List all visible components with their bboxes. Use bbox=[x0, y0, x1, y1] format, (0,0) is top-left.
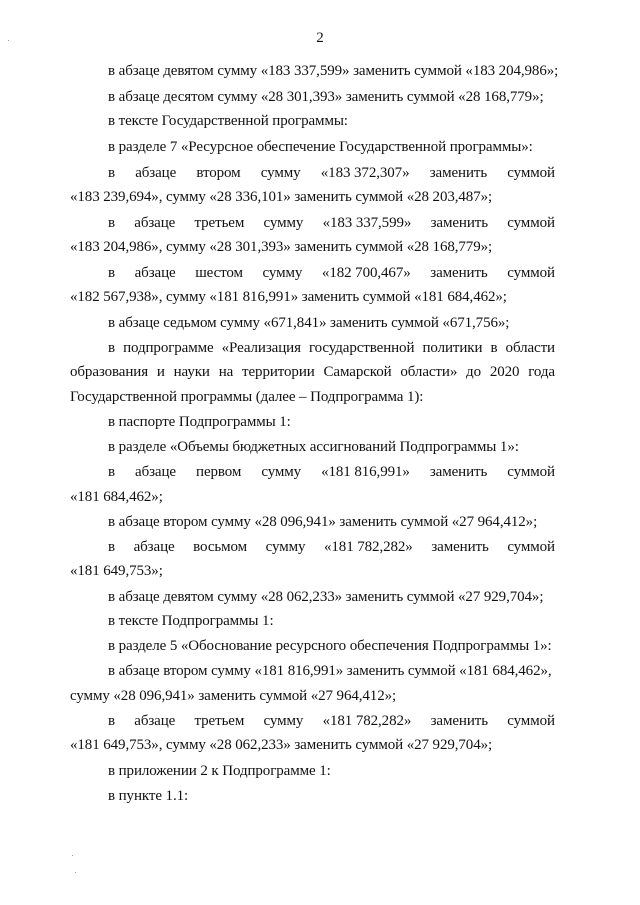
text-word: «181 782,282» bbox=[322, 713, 412, 729]
text-word: абзаце bbox=[135, 464, 176, 480]
text-word: области bbox=[505, 340, 555, 356]
text-line: «182 567,938», сумму «181 816,991» заменить суммой «181 684,462»; bbox=[70, 289, 507, 305]
text-line: в абзаце седьмом сумму «671,841» заменить суммой «671,756»; bbox=[108, 315, 510, 331]
text-word: заменить bbox=[430, 713, 488, 729]
text-word: на bbox=[218, 364, 234, 380]
text-word: шестом bbox=[195, 265, 243, 281]
text-word: заменить bbox=[431, 539, 489, 555]
text-word: восьмом bbox=[193, 539, 248, 555]
scan-speck bbox=[72, 855, 73, 856]
text-word: в bbox=[108, 340, 115, 356]
text-word: суммой bbox=[507, 165, 555, 181]
text-word: подпрограмме bbox=[123, 340, 214, 356]
text-line bbox=[108, 711, 555, 731]
text-word: до bbox=[466, 364, 481, 380]
text-line: в тексте Подпрограммы 1: bbox=[108, 613, 274, 629]
text-word: в bbox=[490, 340, 498, 356]
text-line: «183 239,694», сумму «28 336,101» заменить суммой «28 203,487»; bbox=[70, 189, 493, 205]
text-line: Государственной программы (далее – Подпрограмма 1): bbox=[70, 389, 424, 405]
text-word: абзаце bbox=[133, 539, 175, 555]
text-word: абзаце bbox=[134, 265, 176, 281]
text-word: «182 700,467» bbox=[321, 265, 411, 281]
page-number: 2 bbox=[316, 30, 324, 46]
text-word: сумму bbox=[261, 464, 302, 480]
text-word: заменить bbox=[429, 165, 488, 181]
text-line: в абзаце девятом сумму «28 062,233» заменить суммой «27 929,704»; bbox=[108, 589, 544, 605]
text-line bbox=[108, 537, 555, 557]
text-line: в паспорте Подпрограммы 1: bbox=[108, 414, 291, 430]
text-word: сумму bbox=[260, 165, 301, 181]
text-word: суммой bbox=[507, 464, 555, 480]
text-word: государственной bbox=[308, 340, 415, 356]
text-word: и bbox=[156, 364, 165, 380]
text-word: сумму bbox=[265, 539, 306, 555]
text-line: в тексте Государственной программы: bbox=[108, 113, 348, 129]
text-line: «181 649,753», сумму «28 062,233» заменить суммой «27 929,704»; bbox=[70, 737, 493, 753]
text-word: заменить bbox=[429, 464, 488, 480]
text-line: «183 204,986», сумму «28 301,393» заменить суммой «28 168,779»; bbox=[70, 239, 493, 255]
text-word: политики bbox=[422, 340, 483, 356]
text-line: сумму «28 096,941» заменить суммой «27 964,412»; bbox=[70, 688, 397, 704]
text-line bbox=[108, 462, 555, 482]
text-line: «181 684,462»; bbox=[70, 489, 163, 505]
text-word: сумму bbox=[262, 265, 303, 281]
text-word: первом bbox=[196, 464, 242, 480]
text-word: в bbox=[108, 165, 115, 181]
text-word: образования bbox=[70, 364, 149, 380]
text-word: суммой bbox=[507, 215, 555, 231]
text-word: «181 782,282» bbox=[324, 539, 413, 555]
text-line bbox=[108, 163, 555, 183]
text-word: суммой bbox=[507, 265, 555, 281]
text-line: в разделе «Объемы бюджетных ассигнований Подпрограммы 1»: bbox=[108, 439, 519, 455]
text-line: в приложении 2 к Подпрограмме 1: bbox=[108, 763, 331, 779]
text-line: в разделе 5 «Обоснование ресурсного обеспечения Подпрограммы 1»: bbox=[108, 638, 552, 654]
text-word: «Реализация bbox=[221, 340, 301, 356]
text-line: «181 649,753»; bbox=[70, 563, 163, 579]
text-line bbox=[70, 362, 555, 382]
text-word: «181 816,991» bbox=[321, 464, 410, 480]
text-word: абзаце bbox=[135, 165, 177, 181]
text-word: третьем bbox=[194, 713, 245, 729]
text-word: суммой bbox=[507, 539, 555, 555]
text-line: в разделе 7 «Ресурсное обеспечение Государственной программы»: bbox=[108, 139, 533, 155]
text-word: абзаце bbox=[134, 215, 176, 231]
text-line: в абзаце девятом сумму «183 337,599» заменить суммой «183 204,986»; bbox=[108, 63, 559, 79]
text-word: науки bbox=[173, 364, 210, 380]
scan-speck bbox=[75, 872, 76, 873]
text-word: «183 372,307» bbox=[320, 165, 410, 181]
text-word: в bbox=[108, 215, 115, 231]
text-word: третьем bbox=[194, 215, 245, 231]
text-word: втором bbox=[196, 165, 241, 181]
text-line bbox=[108, 213, 555, 233]
text-word: в bbox=[108, 713, 115, 729]
text-word: сумму bbox=[263, 713, 304, 729]
text-word: года bbox=[528, 364, 555, 380]
text-word: заменить bbox=[430, 215, 488, 231]
text-word: в bbox=[108, 464, 115, 480]
text-line: в абзаце втором сумму «181 816,991» заменить суммой «181 684,462», bbox=[108, 663, 552, 679]
text-word: абзаце bbox=[134, 713, 176, 729]
text-line: в абзаце втором сумму «28 096,941» заменить суммой «27 964,412»; bbox=[108, 514, 538, 530]
text-word: области» bbox=[400, 364, 458, 380]
text-line: в пункте 1.1: bbox=[108, 788, 189, 804]
text-line: в абзаце десятом сумму «28 301,393» заменить суммой «28 168,779»; bbox=[108, 89, 544, 105]
text-word: территории bbox=[242, 364, 315, 380]
text-word: сумму bbox=[263, 215, 304, 231]
text-word: суммой bbox=[507, 713, 555, 729]
text-word: заменить bbox=[430, 265, 488, 281]
text-word: 2020 bbox=[489, 364, 520, 380]
text-word: в bbox=[108, 539, 115, 555]
text-line bbox=[108, 338, 555, 358]
text-line bbox=[108, 263, 555, 283]
text-word: «183 337,599» bbox=[322, 215, 412, 231]
text-word: в bbox=[108, 265, 115, 281]
scan-speck bbox=[8, 40, 9, 41]
text-word: Самарской bbox=[323, 364, 392, 380]
